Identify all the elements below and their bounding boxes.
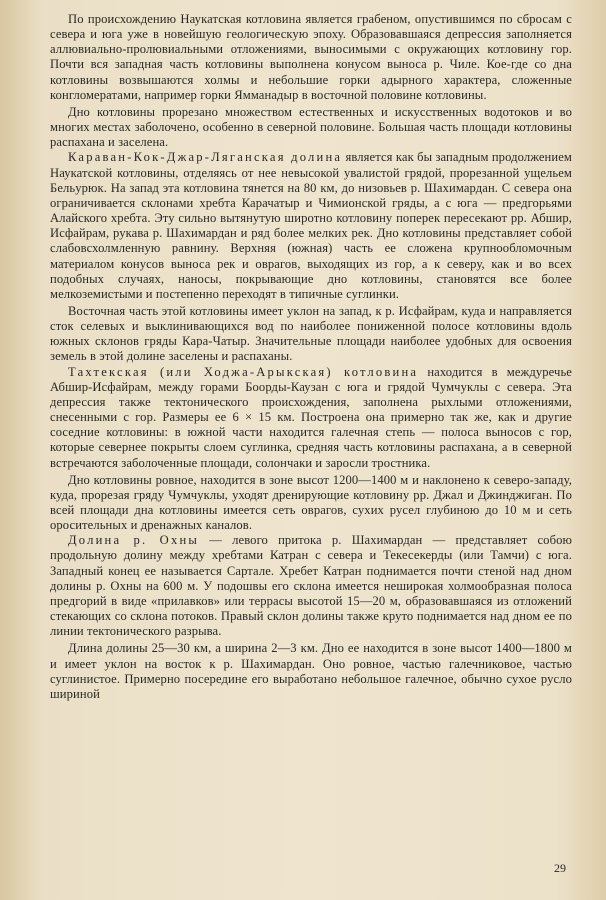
paragraph-okhna-valley: Долина р. Охны — левого притока р. Шахимардан — представляет собою продольную долину между хребтами Катран с севера и Текесекерды (или Тамчи) с юга. Западный конец ее называется Сартале. Хребет Катран поднимается почти стеной над дном долины р. Охны на 600 м. У подошвы его склона имеется неширокая холмообразная полоса предгорий в виде «прилавков» или террасы высотой 15—20 м, образовавшаяся из отложений стекающих со склона потоков. Правый склон долины также круто поднимается над дном ее по линии тектонического разрыва. — [50, 533, 572, 639]
body-text — [50, 12, 572, 702]
paragraph-karavan-valley: Караван-Кок-Джар-Ляганская долина является как бы западным продолжением Наукатской котловины, отделяясь от нее невысокой увалистой грядой, прорезанной ущельем Бельурюк. На запад эта котловина тянется на 80 км, до низовьев р. Шахимардан. С севера она ограничивается склонами хребта Карачатыр и Чимионской гряды, а с юга — предгорьями Алайского хребта. Эту сильно вытянутую широтно котловину поперек пересекают рр. Абшир, Исфайрам, рукава р. Шахимардан и ряд более мелких рек. Дно котловины представляет собой слабовсхолмленную равнину. Верхняя (южная) часть ее сложена крупнообломочным материалом конусов выноса рек и оврагов, выходящих из гор, а к северу, как и во всех подобных случаях, наносы, покрывающие дно котловины, становятся все более мелкоземистыми и постепенно переходят в типичные суглинки. — [50, 150, 572, 301]
section-term: Тахтекская (или Ходжа-Арыкская) котловина — [68, 364, 419, 379]
page-number: 29 — [554, 861, 566, 875]
paragraph-eastern-part: Восточная часть этой котловины имеет уклон на запад, к р. Исфайрам, куда и направляется сток селевых и выклинивающихся вод по наиболее пониженной полосе котловины вдоль южных склонов гряды Кара-Чатыр. Значительные площади наиболее удобных для освоения земель в этой долине заселены и распаханы. — [50, 303, 572, 364]
paragraph-origin: По происхождению Наукатская котловина является грабеном, опустившимся по сбросам с севера и юга уже в новейшую геологическую эпоху. Образовавшаяся депрессия заполняется аллювиально-пролювиальными отложениями, выносимыми с окружающих котловину гор. Почти вся западная часть котловины выполнена конусом выноса р. Чиле. Кое-где со дна котловины возвышаются холмы и небольшие горки адырного характера, сложенные конгломератами, например горки Ямманадыр в восточной половине котловины. — [50, 12, 572, 102]
paragraph-floor: Дно котловины прорезано множеством естественных и искусственных водотоков и во многих местах заболочено, особенно в северной половине. Большая часть площади котловины распахана и заселена. — [50, 104, 572, 150]
paragraph-takhtek-basin: Тахтекская (или Ходжа-Арыкская) котловина находится в междуречье Абшир-Исфайрам, между горами Боорды-Каузан с юга и грядой Чумчуклы с севера. Эта депрессия также тектонического происхождения, заполнена рыхлыми отложениями, снесенными с гор. Размеры ее 6 × 15 км. Построена она примерно так же, как и другие соседние котловины: в южной части находится галечная степь — полоса выносов с гор, которые севернее покрыты слоем суглинка, средняя часть котловины распахана, а в северной встречаются заболоченные площади, солончаки и заросли тростника. — [50, 364, 572, 470]
paragraph-valley-length: Длина долины 25—30 км, а ширина 2—3 км. Дно ее находится в зоне высот 1400—1800 м и имеет уклон на восток к р. Шахимардан. Оно ровное, частью галечниковое, частью суглинистое. Примерно посередине его выработано небольшое галечное, обычно сухое русло шириной — [50, 641, 572, 701]
section-term: Караван-Кок-Джар-Ляганская долина — [68, 150, 343, 165]
section-term: Долина р. Охны — [68, 533, 200, 548]
paragraph-basin-floor: Дно котловины ровное, находится в зоне высот 1200—1400 м и наклонено к северо-западу, куда, прорезая гряду Чумчуклы, уходят дренирующие котловину рр. Джал и Джинджиган. По всей площади дна котловины имеется сеть оврагов, сухих русел глубиною до 10 м и сеть оросительных и дренажных каналов. — [50, 472, 572, 533]
